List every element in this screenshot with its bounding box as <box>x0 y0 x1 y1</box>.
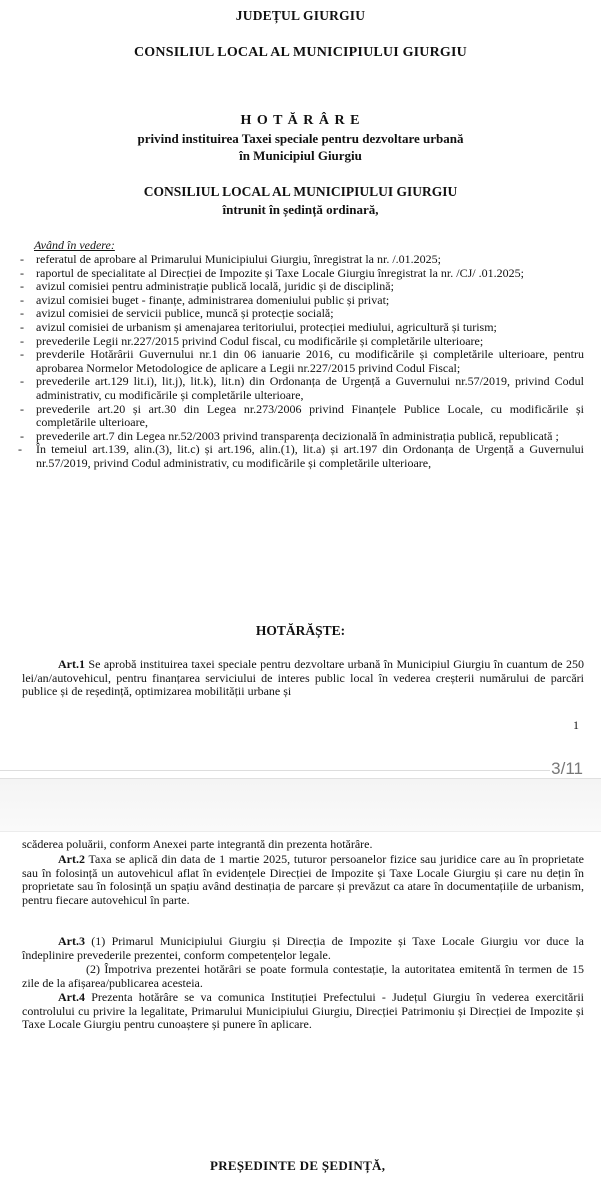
article-1-continued: scăderea poluării, conform Anexei parte integrantă din prezenta hotărâre. <box>22 837 373 851</box>
considering-item: - prevederile art.20 și art.30 din Legea nr.273/2006 privind Finanțele Publice Locale, cu modificările și completările ulterioare, <box>22 403 584 430</box>
decision-title: H O T Ă R Â R E <box>240 113 361 128</box>
considering-item: - avizul comisiei pentru administrație publică locală, juridic și de disciplină; <box>22 280 584 294</box>
decides-heading: HOTĂRĂȘTE: <box>255 623 346 638</box>
article-1-label: Art.1 <box>58 657 85 671</box>
article-3 <box>22 935 584 962</box>
considering-intro: Având în vedere: <box>34 238 115 252</box>
decision-subject-line2: în Municipiul Giurgiu <box>239 148 362 163</box>
article-2-label: Art.2 <box>58 852 85 866</box>
considering-item: - prevederile art.7 din Legea nr.52/2003 privind transparența decizională în administrația publică, republicată ; <box>22 430 584 444</box>
council-header: CONSILIUL LOCAL AL MUNICIPIULUI GIURGIU <box>134 45 467 60</box>
page-gap <box>0 778 601 832</box>
legal-basis: - În temeiul art.139, alin.(3), lit.c) și art.196, alin.(1), lit.a) și art.197 din Ordonanța de Urgență a Guvernului nr.57/2019, privind Codul administrativ, cu modificările și completările ulterioare, <box>22 443 584 470</box>
considering-item: - avizul comisiei de urbanism și amenajarea teritoriului, protecției mediului, agricultură și turism; <box>22 321 584 335</box>
article-1 <box>22 658 584 699</box>
considering-list <box>22 253 584 471</box>
considering-item: - referatul de aprobare al Primarului Municipiului Giurgiu, înregistrat la nr. /.01.2025; <box>22 253 584 267</box>
session-meeting: întrunit în ședință ordinară, <box>222 202 379 217</box>
article-3-label: Art.3 <box>58 934 85 948</box>
considering-item: - avizul comisiei buget - finanțe, administrarea domeniului public și privat; <box>22 294 584 308</box>
considering-item: - avizul comisiei de servicii publice, muncă și protecție socială; <box>22 307 584 321</box>
article-3-text-1: (1) Primarul Municipiului Giurgiu și Direcția de Impozite și Taxe Locale Giurgiu vor duce la îndeplinire prevederile prezentei, conform competențelor legale. <box>22 934 584 962</box>
session-council: CONSILIUL LOCAL AL MUNICIPIULUI GIURGIU <box>143 184 458 199</box>
decision-subject-line1: privind instituirea Taxei speciale pentru dezvoltare urbană <box>137 131 464 146</box>
article-4 <box>22 991 584 1032</box>
considering-item: - prevderile Hotărârii Guvernului nr.1 din 06 ianuarie 2016, cu modificările și completările ulterioare, pentru aprobarea Normelor Metodologice de aplicare a Legii nr.227/2015 privind Codul Fiscal; <box>22 348 584 375</box>
article-2-text: Taxa se aplică din data de 1 martie 2025, tuturor persoanelor fizice sau juridice care au în proprietate sau în folosință un autovehicul aflat în evidențele Direcției de Impozite și Taxe Locale Giurgiu și care nu dețin în proprietate sau în folosință un spațiu având destinația de parcare și prevăzut ca atare în documentațiile de urbanism, pentru fiecare autovehicul în parte. <box>22 852 584 908</box>
article-4-text: Prezenta hotărâre se va comunica Instituției Prefectului - Județul Giurgiu în vederea exercitării controlului cu privire la legalitate, Primarului Municipiului Giurgiu, Direcției Patrimoniu și Direcției de Impozite și Taxe Locale Giurgiu pentru cunoaștere și punere în aplicare. <box>22 990 584 1032</box>
article-4-label: Art.4 <box>58 990 85 1004</box>
article-1-text: Se aprobă instituirea taxei speciale pentru dezvoltare urbană în Municipiul Giurgiu în cuantum de 250 lei/an/autovehicul, pentru finanțarea serviciului de interes public local în vederea creșterii numărului de parcări publice și de reședință, optimizarea mobilității urbane și <box>22 657 584 699</box>
page-indicator: 3/11 <box>551 759 583 778</box>
county-header: JUDEȚUL GIURGIU <box>235 8 366 23</box>
article-2 <box>22 853 584 908</box>
considering-item: - prevederile Legii nr.227/2015 privind Codul fiscal, cu modificările și completările ulterioare; <box>22 335 584 349</box>
signature-line: PREȘEDINTE DE ȘEDINȚĂ, <box>210 1158 386 1173</box>
considering-item: - raportul de specialitate al Direcției de Impozite și Taxe Locale Giurgiu înregistrat la nr. /CJ/ .01.2025; <box>22 267 584 281</box>
considering-item: - prevederile art.129 lit.i), lit.j), lit.k), lit.n) din Ordonanța de Urgență a Guvernului nr.57/2019, privind Codul administrativ, cu modificările și completările ulterioare, <box>22 375 584 402</box>
page-number: 1 <box>573 718 579 732</box>
page-separator-line <box>0 770 550 771</box>
article-3-paragraph-2: (2) Împotriva prezentei hotărâri se poate formula contestație, la autoritatea emitentă în termen de 15 zile de la afișarea/publicarea acesteia. <box>22 962 584 990</box>
